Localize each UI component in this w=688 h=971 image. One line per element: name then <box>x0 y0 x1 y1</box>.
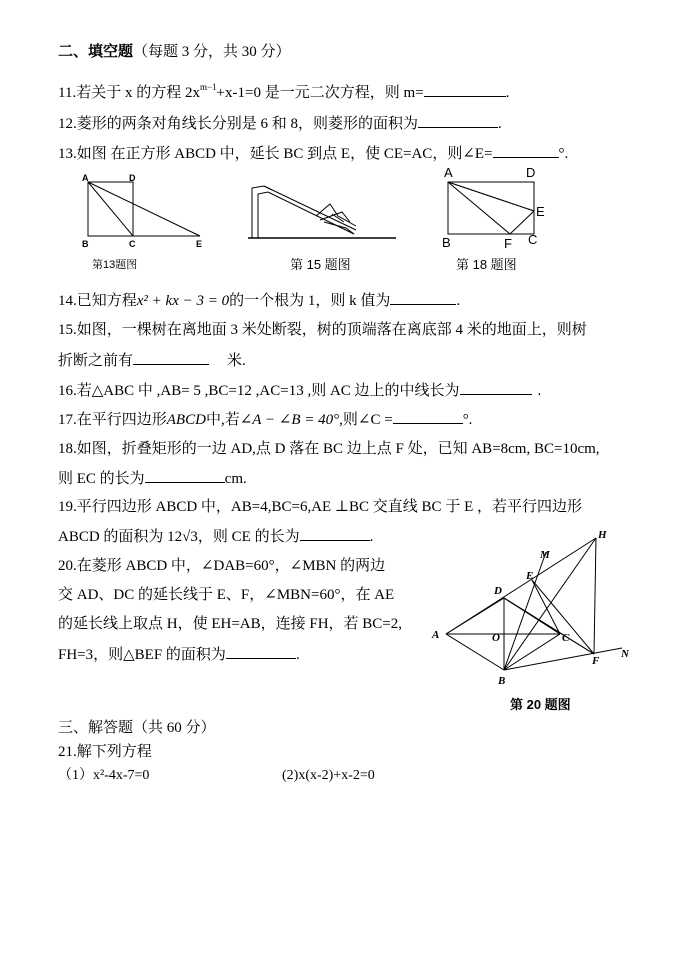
q17-text-pre: 17.在平行四边形 <box>58 412 167 428</box>
q13-answer-blank[interactable] <box>493 143 559 158</box>
section-2-note: （每题 3 分，共 30 分） <box>133 44 291 60</box>
figure-18-diagram <box>438 164 550 252</box>
fig20-label-a: A <box>432 629 440 641</box>
q18-unit: cm. <box>224 471 247 487</box>
question-11 <box>58 82 509 103</box>
q18-answer-blank[interactable] <box>145 468 225 483</box>
fig18-label-b: B <box>442 235 451 250</box>
fig20-label-n: N <box>621 648 629 660</box>
q17-text-mid: 中,若 <box>205 412 240 428</box>
fig18-label-c: C <box>528 232 538 247</box>
question-14 <box>58 290 460 311</box>
fig18-label-a: A <box>444 165 453 180</box>
fig20-label-e: E <box>526 570 534 582</box>
question-16 <box>58 380 541 401</box>
q17-abcd: ABCD <box>166 412 206 428</box>
question-13 <box>58 143 568 164</box>
section-2-title: 二、填空题 <box>58 44 134 60</box>
fig20-label-c: C <box>562 632 570 644</box>
q20-text-pre: FH=3，则△BEF 的面积为 <box>58 647 226 663</box>
q15-unit: 米. <box>227 353 246 369</box>
q17-answer-blank[interactable] <box>393 409 463 424</box>
question-15-line-2 <box>58 350 246 371</box>
fig20-label-h: H <box>598 529 607 541</box>
q15-text-pre: 折断之前有 <box>58 353 134 369</box>
q13-text: 13.如图 在正方形 ABCD 中，延长 BC 到点 E，使 CE=AC，则∠E= <box>58 146 493 162</box>
figure-15-caption: 第 15 题图 <box>290 257 351 272</box>
question-20-line-3: 的延长线上取点 H，使 EH=AB，连接 FH，若 BC=2, <box>58 616 403 632</box>
q17-ask: 则∠C = <box>342 412 393 428</box>
fig13-label-b: B <box>82 239 89 249</box>
figure-20-caption: 第 20 题图 <box>510 697 571 712</box>
q20-answer-blank[interactable] <box>226 644 296 659</box>
q11-end: . <box>505 85 510 101</box>
fig18-label-f: F <box>504 236 512 251</box>
q11-text-pre: 11.若关于 x 的方程 2x <box>58 85 200 101</box>
fig13-label-a: A <box>82 173 89 183</box>
q16-answer-blank[interactable] <box>460 380 532 395</box>
q18-text-pre: 则 EC 的长为 <box>58 471 145 487</box>
fig18-label-e: E <box>536 204 545 219</box>
q14-equation: x² + kx − 3 = 0 <box>136 293 230 309</box>
fig18-label-d: D <box>526 165 536 180</box>
q11-answer-blank[interactable] <box>424 82 506 97</box>
q11-text-post: +x-1=0 是一元二次方程，则 m= <box>216 85 424 101</box>
q19-text-pre: ABCD 的面积为 12√3，则 CE 的长为 <box>58 529 300 545</box>
question-18-line-1: 18.如图，折叠矩形的一边 AD,点 D 落在 BC 边上点 F 处，已知 AB=8cm, BC=10cm, <box>58 441 600 457</box>
question-19-line-1: 19.平行四边形 ABCD 中，AB=4,BC=6,AE ⊥BC 交直线 BC 于 E ，若平行四边形 <box>58 499 582 515</box>
q16-end: . <box>537 383 542 399</box>
fig20-label-d: D <box>494 585 502 597</box>
q12-answer-blank[interactable] <box>418 113 498 128</box>
figure-18-caption: 第 18 题图 <box>456 257 517 272</box>
question-20-line-2: 交 AD、DC 的延长线于 E、F，∠MBN=60°，在 AE <box>58 587 395 603</box>
section-3-title: 三、解答题（共 60 分） <box>58 720 216 736</box>
fig13-label-c: C <box>129 239 136 249</box>
figure-13-caption: 第13题图 <box>92 259 138 271</box>
q14-end: . <box>456 293 461 309</box>
q14-text-post: 的一个根为 1，则 k 值为 <box>229 293 391 309</box>
fig20-label-o: O <box>492 632 500 644</box>
q14-text-pre: 14.已知方程 <box>58 293 137 309</box>
question-21-part-2: (2)x(x-2)+x-2=0 <box>282 768 375 783</box>
fig20-label-m: M <box>540 549 550 561</box>
section-2-heading <box>58 42 291 62</box>
q11-exponent: m−1 <box>199 82 217 92</box>
figure-15-diagram <box>246 176 398 246</box>
question-21-part-1: （1）x²-4x-7=0 <box>58 768 150 783</box>
question-19-line-2 <box>58 526 373 547</box>
fig20-label-b: B <box>498 675 506 687</box>
q19-end: . <box>369 529 374 545</box>
figure-13-diagram <box>78 170 218 252</box>
q17-end: °. <box>462 412 473 428</box>
figure-20-diagram <box>428 524 638 690</box>
question-20-line-1: 20.在菱形 ABCD 中，∠DAB=60°，∠MBN 的两边 <box>58 558 386 574</box>
question-15-line-1: 15.如图，一棵树在离地面 3 米处断裂，树的顶端落在离底部 4 米的地面上，则树 <box>58 322 587 338</box>
q16-text: 16.若△ABC 中 ,AB= 5 ,BC=12 ,AC=13 ,则 AC 边上的中线长为 <box>58 383 460 399</box>
q17-condition: ∠A − ∠B = 40°, <box>239 412 343 428</box>
q12-end: . <box>498 116 502 132</box>
q13-end: °. <box>558 146 569 162</box>
fig20-label-f: F <box>592 655 600 667</box>
question-12 <box>58 113 502 134</box>
q12-text: 12.菱形的两条对角线长分别是 6 和 8，则菱形的面积为 <box>58 116 419 132</box>
q19-answer-blank[interactable] <box>300 526 370 541</box>
question-21-title: 21.解下列方程 <box>58 744 152 760</box>
fig13-label-e: E <box>196 239 203 249</box>
question-17 <box>58 409 472 430</box>
q15-answer-blank[interactable] <box>133 350 209 365</box>
question-20-line-4 <box>58 644 300 665</box>
fig13-label-d: D <box>129 173 136 183</box>
question-18-line-2 <box>58 468 247 489</box>
q20-end: . <box>295 647 300 663</box>
q14-answer-blank[interactable] <box>390 290 456 305</box>
